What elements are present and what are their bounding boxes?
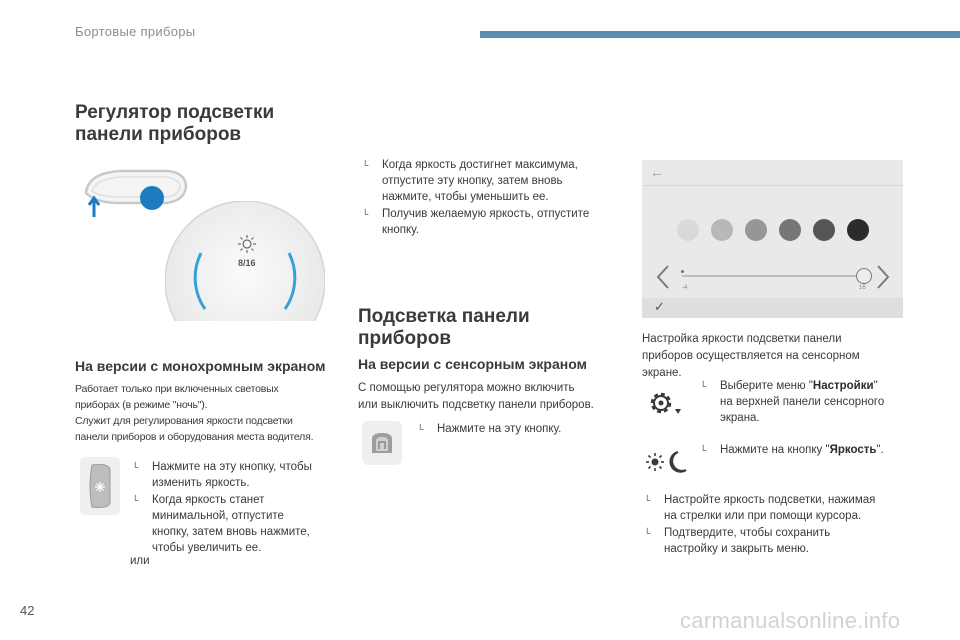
confirm-check-icon[interactable]: ✓ [654,299,665,314]
touch-description [358,380,623,414]
swatch-5[interactable] [813,219,835,241]
step-press-button: └ Нажмите на эту кнопку, чтобы изменить яркость. [130,459,345,491]
mono-steps-list-continued [360,157,620,239]
mono-heading: На версии с монохромным экраном [75,358,326,374]
step-press-lighting-button: └ Нажмите на эту кнопку. [415,421,615,437]
slider-min-label: -4 [682,285,688,291]
step-press-brightness: └ Нажмите на кнопку "Яркость". [698,442,913,458]
chevron-left-icon[interactable] [656,264,670,290]
settings-gear-icon [646,387,684,421]
touch-steps-list [415,421,615,438]
step-confirm-save: └ Подтвердите, чтобы сохранить настройку и закрыть меню. [642,525,912,557]
slider-max-label: 16 [859,285,866,291]
brightness-steps-list [698,442,913,459]
section-title-2 [358,306,530,350]
brightness-slider-thumb[interactable] [856,268,872,284]
dimmer-wheel-highlight [140,186,164,210]
brightness-day-night-icon [644,449,688,475]
page-title-line2: панели приборов [75,124,242,145]
step-adjust-brightness: └ Настройте яркость подсветки, нажимая на стрелки или при помощи курсора. [642,492,912,524]
mono-desc-line3: Служит для регулирования яркости подсветки [75,415,293,427]
lighting-button-icon [362,421,402,465]
watermark: carmanualsonline.info [680,608,901,633]
back-arrow-icon[interactable]: ← [650,164,664,180]
screen-divider [642,185,903,186]
step-release-button: └ Получив желаемую яркость, отпустите кнопку. [360,206,620,238]
step-select-settings: └ Выберите меню "Настройки" на верхней панели сенсорного экрана. [698,378,913,426]
touch-heading: На версии с сенсорным экраном [358,356,587,372]
section-label: Бортовые приборы [75,24,196,39]
settings-steps-list [698,378,913,427]
touch-screen-description [642,331,912,382]
screen-desc-line2: приборов осуществляется на сенсорном [642,350,860,362]
mono-desc-line2: приборах (в режиме "ночь"). [75,399,208,411]
screen-desc-line1: Настройка яркости подсветки панели [642,333,842,345]
swatch-3[interactable] [745,219,767,241]
arrow-up-icon [89,198,99,217]
step-min-brightness: └ Когда яркость станет минимальной, отпустите кнопку, затем вновь нажмите, чтобы увеличить ее. [130,492,345,556]
swatch-2[interactable] [711,219,733,241]
page-title-line1: Регулятор подсветки [75,102,275,123]
screen-desc-line3: экране. [642,367,682,379]
brightness-swatches [677,219,857,241]
dial-readout: 8/16 [238,258,256,268]
swatch-1[interactable] [677,219,699,241]
or-text: или [130,555,150,567]
touch-desc-line2: или выключить подсветку панели приборов. [358,399,594,411]
mono-steps-list [130,459,345,557]
section-title-2-line2: приборов [358,328,451,349]
chevron-right-icon[interactable] [876,264,890,290]
swatch-6[interactable] [847,219,869,241]
step-max-brightness: └ Когда яркость достигнет максимума, отпустите эту кнопку, затем вновь нажмите, чтобы уменьшить ее. [360,157,620,205]
page-number: 42 [20,603,35,618]
page-title [75,102,345,146]
screen-bottom-bar [642,298,903,318]
dimmer-button-icon [80,457,120,515]
mono-description [75,381,345,445]
header-accent-bar [480,31,960,38]
slider-min-dot [681,270,684,273]
touch-desc-line1: С помощью регулятора можно включить [358,382,575,394]
mono-desc-line4: панели приборов и оборудования места водителя. [75,431,314,443]
mono-desc-line1: Работает только при включенных световых [75,383,279,395]
swatch-4[interactable] [779,219,801,241]
adjust-steps-list [642,492,912,558]
brightness-slider-track[interactable] [682,275,862,277]
dropdown-triangle-icon [675,409,681,414]
section-title-2-line1: Подсветка панели [358,306,530,327]
touchscreen-mock [642,160,903,318]
